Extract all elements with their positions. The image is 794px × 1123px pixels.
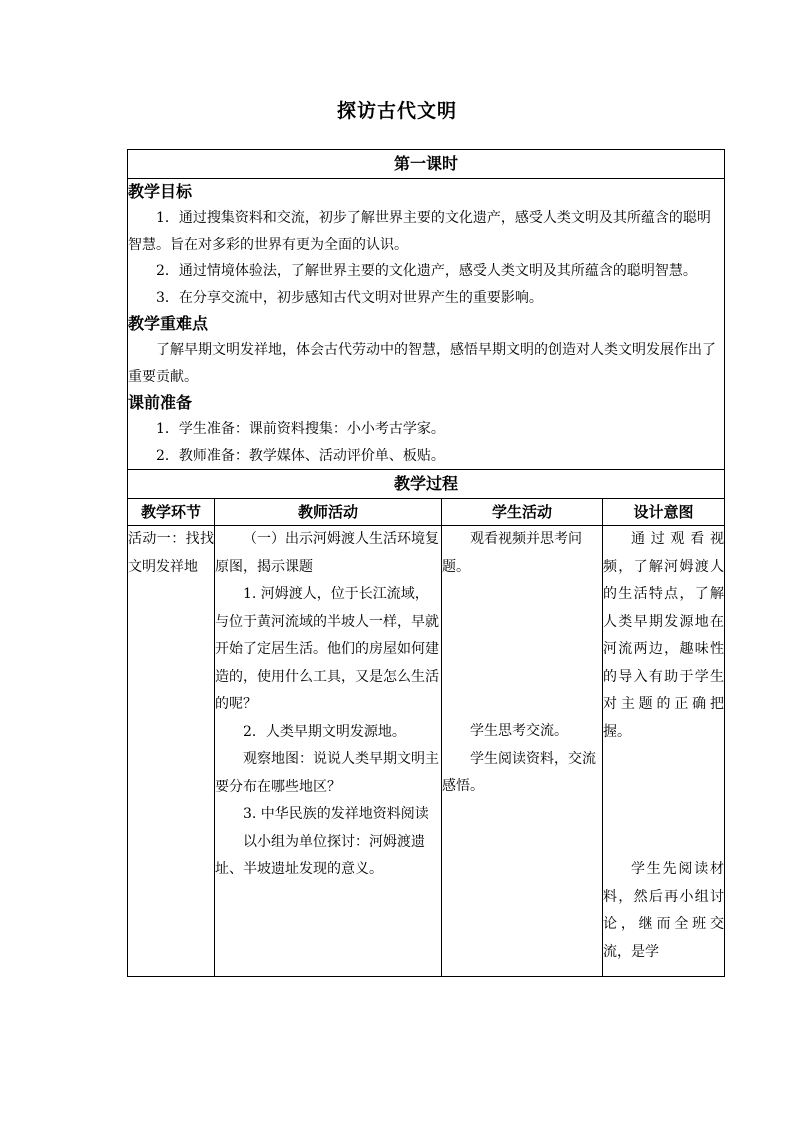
- period-header: 第一课时: [128, 150, 725, 179]
- objective-item: 2．通过情境体验法，了解世界主要的文化遗产，感受人类文明及其所蕴含的聪明智慧。: [156, 263, 697, 279]
- keypoints-heading: 教学重难点: [128, 314, 209, 333]
- teacher-activity-item: 1. 河姆渡人，位于长江流域，与位于黄河流域的半坡人一样，早就开始了定居生活。他们的房屋如何建造的，使用什么工具，又是怎么生活的呢？: [215, 586, 439, 712]
- column-header-stage: 教学环节: [128, 499, 215, 526]
- teacher-activity-item: 3. 中华民族的发祥地资料阅读: [243, 806, 429, 822]
- teacher-activity-item: 观察地图：说说人类早期文明主要分布在哪些地区？: [215, 751, 439, 795]
- teacher-activity-item: 以小组为单位探讨：河姆渡遗址、半坡遗址发现的意义。: [215, 833, 425, 877]
- student-activity-item: 学生阅读资料，交流感悟。: [442, 750, 596, 794]
- process-row: [128, 470, 725, 499]
- prep-heading: 课前准备: [128, 393, 193, 412]
- teacher-activity-cell: [215, 526, 442, 977]
- document-title: 探访古代文明: [336, 100, 457, 122]
- objectives-heading: 教学目标: [128, 182, 193, 201]
- objective-item: 1．通过搜集资料和交流，初步了解世界主要的文化遗产，感受人类文明及其所蕴含的聪明智慧。旨在对多彩的世界有更为全面的认识。: [128, 210, 711, 253]
- stage-cell: 活动一：找找文明发祥地: [128, 526, 215, 977]
- student-activity-cell: [442, 526, 603, 977]
- lesson-plan-table: [127, 149, 725, 977]
- lesson-info-cell: [128, 179, 725, 470]
- table-row: [128, 526, 725, 977]
- teacher-activity-item: （一）出示河姆渡人生活环境复原图，揭示课题: [215, 531, 439, 575]
- prep-item: 2．教师准备：教学媒体、活动评价单、板贴。: [156, 447, 445, 464]
- column-header-row: [128, 499, 725, 526]
- student-activity-item: 观看视频并思考问题。: [442, 531, 582, 575]
- keypoints-text: 了解早期文明发祥地，体会古代劳动中的智慧，感悟早期文明的创造对人类文明发展作出了重要贡献。: [128, 342, 716, 385]
- column-header-student: 学生活动: [442, 499, 603, 526]
- design-intent-item: 学生先阅读材料，然后再小组讨论，继而全班交流，是学: [603, 861, 725, 960]
- process-header: 教学过程: [128, 470, 725, 499]
- prep-item: 1．学生准备：课前资料搜集：小小考古学家。: [156, 421, 445, 437]
- teacher-activity-item: 2．人类早期文明发源地。: [243, 723, 406, 740]
- design-intent-cell: [603, 526, 725, 977]
- objective-item: 3．在分享交流中，初步感知古代文明对世界产生的重要影响。: [156, 289, 543, 306]
- column-header-intent: 设计意图: [603, 499, 725, 526]
- design-intent-item: 通过观看视频，了解河姆渡人的生活特点，了解人类早期发源地在河流两边，趣味性的导入有助于学生对主题的正确把握。: [603, 531, 725, 740]
- student-activity-item: 学生思考交流。: [470, 723, 568, 739]
- column-header-teacher: 教师活动: [215, 499, 442, 526]
- info-row: [128, 179, 725, 470]
- period-row: [128, 150, 725, 179]
